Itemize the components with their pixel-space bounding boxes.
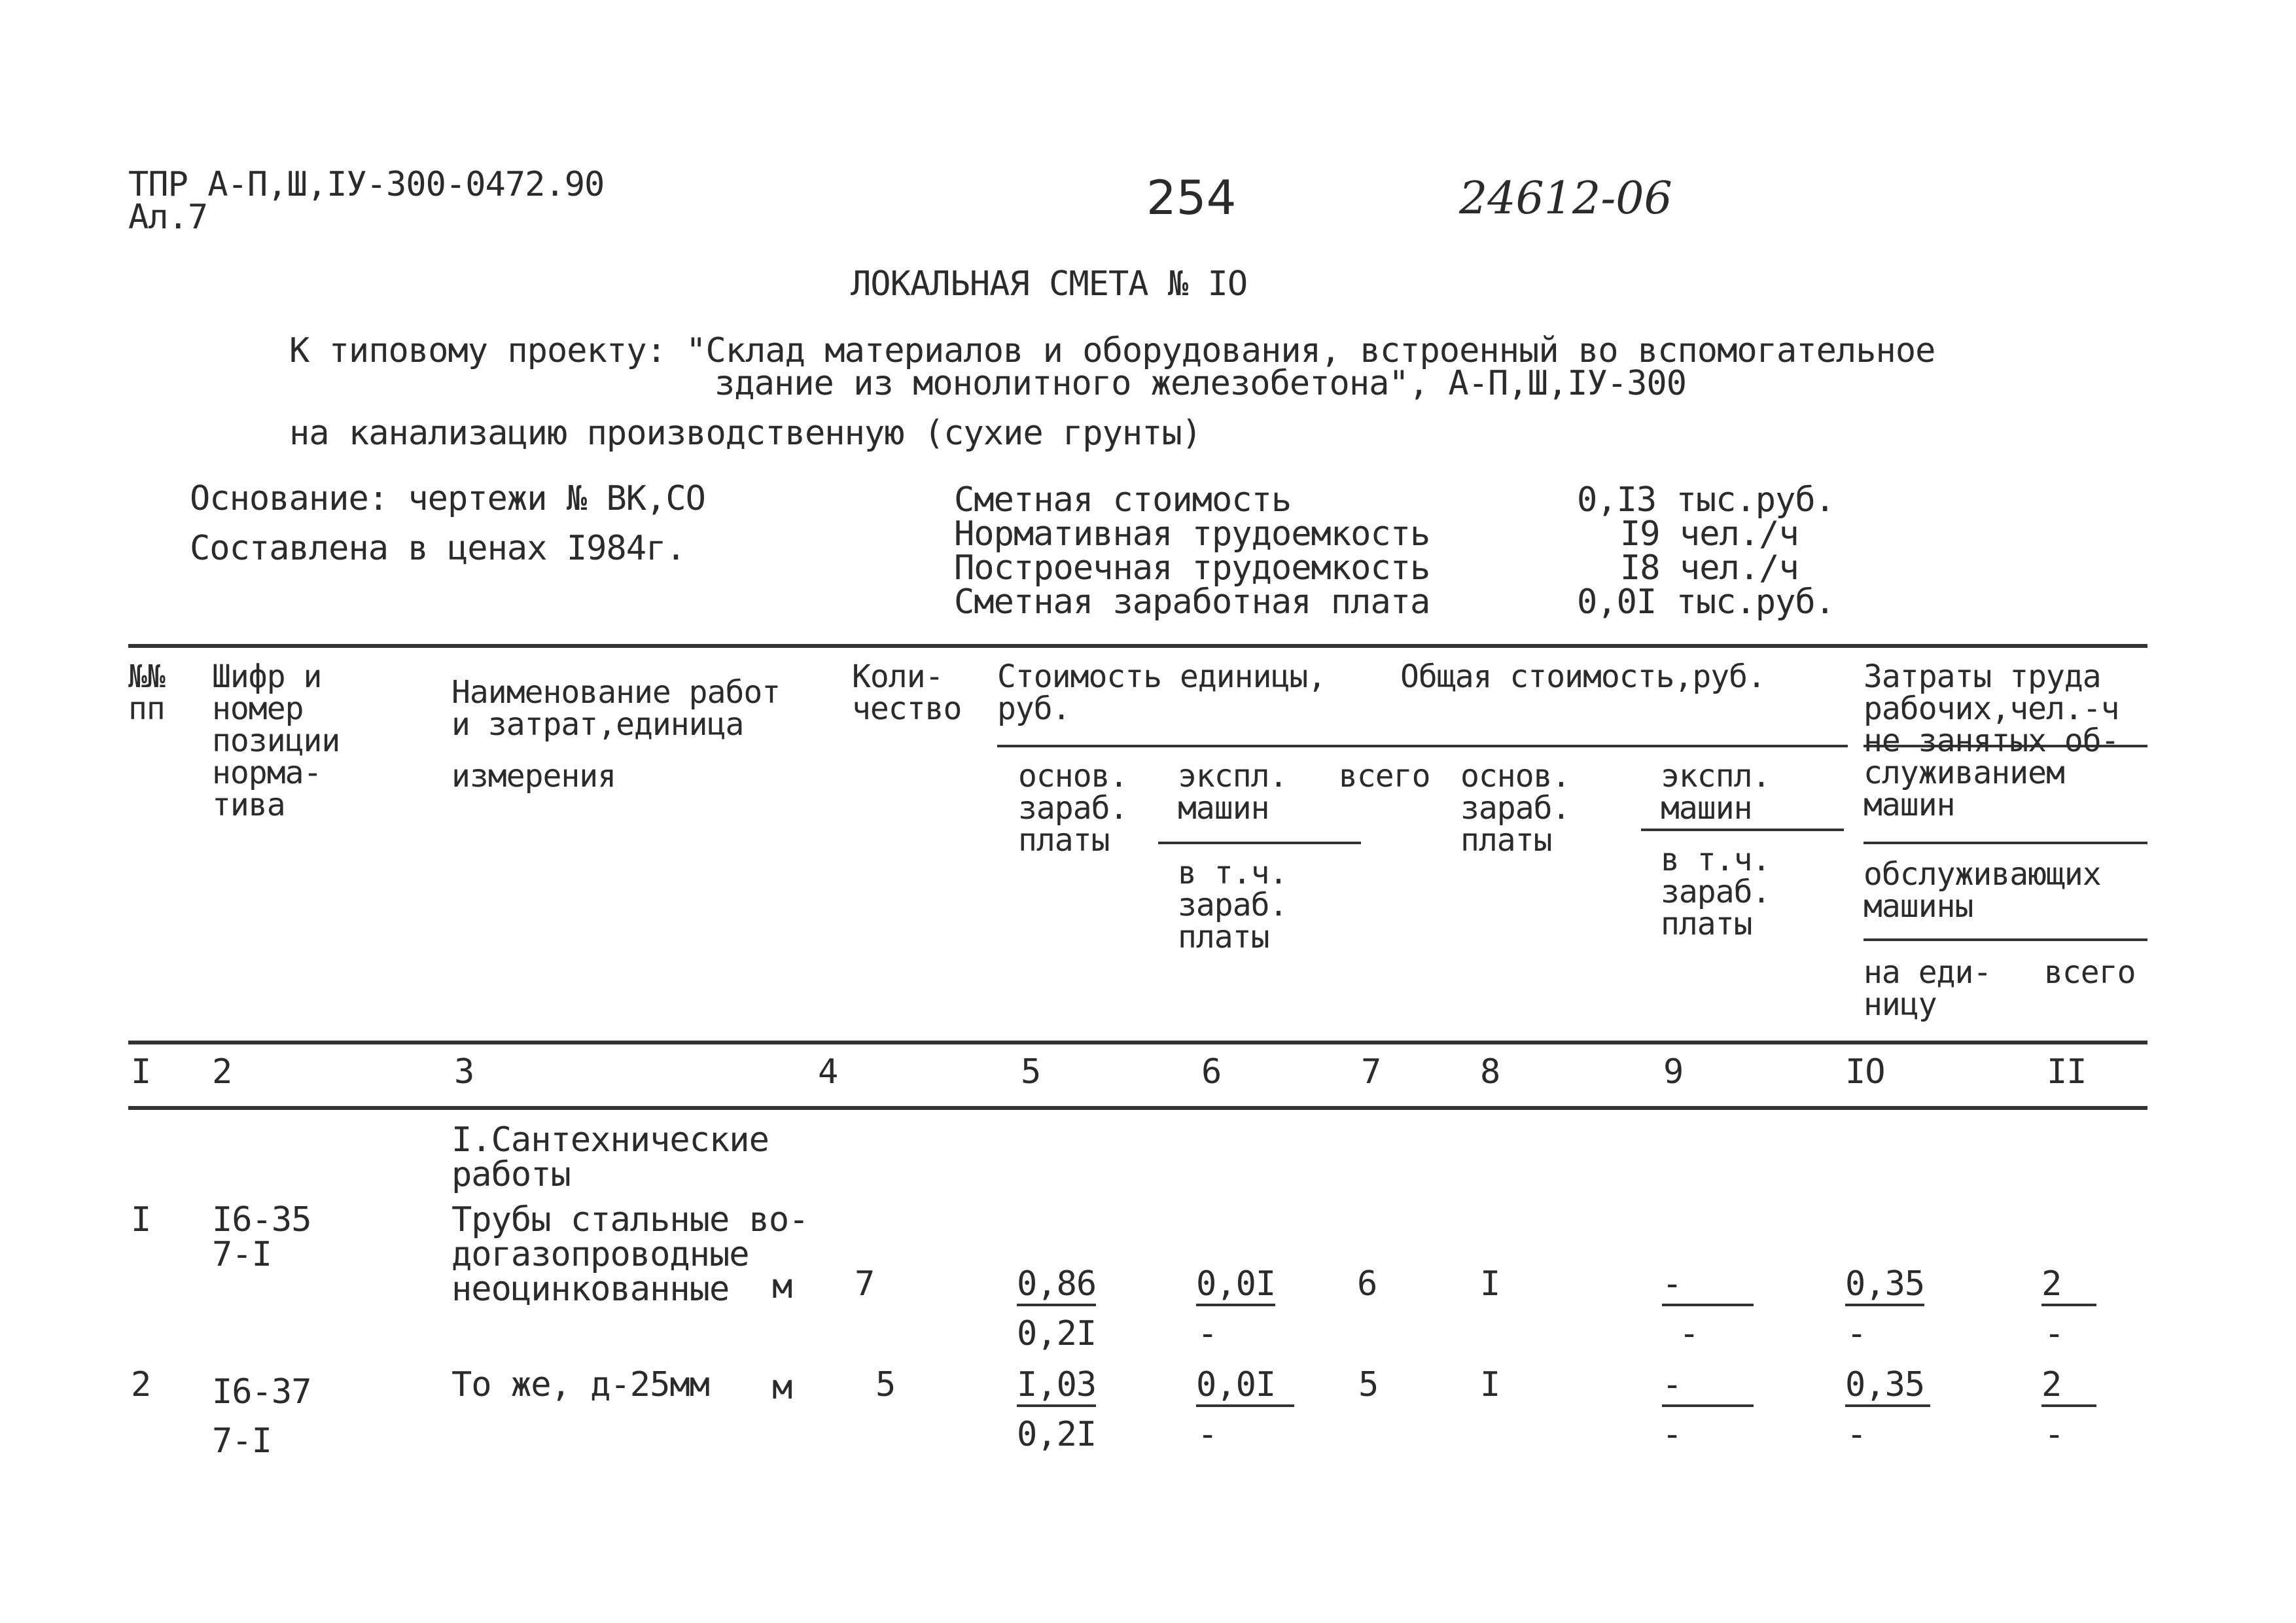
- row-c9: -: [1662, 1368, 1754, 1407]
- col-header-name: Наименование работ и затрат,единица: [451, 674, 781, 743]
- col-number: 6: [1201, 1052, 1222, 1092]
- row-code: I6-35 7-I: [212, 1200, 311, 1275]
- sheet-number: Ал.7: [128, 198, 208, 237]
- row-c8: I: [1480, 1365, 1500, 1404]
- col-number: 5: [1021, 1052, 1041, 1092]
- col-header-machines: экспл. машин: [1178, 758, 1288, 827]
- col-header-total-machines: экспл. машин: [1661, 758, 1771, 827]
- basis-line-1: Основание: чертежи № ВК,СО: [190, 479, 705, 518]
- row-name: То же, д-25мм: [451, 1365, 709, 1404]
- col-number: 3: [454, 1052, 474, 1092]
- colnum-bottom-rule: [128, 1106, 2147, 1110]
- col-header-total: всего: [1339, 758, 1430, 794]
- col-number: 7: [1361, 1052, 1381, 1092]
- col-number: I: [131, 1052, 151, 1092]
- col-header-machines-wage: в т.ч. зараб. платы: [1178, 855, 1288, 955]
- summary-label: Сметная стоимость: [954, 480, 1292, 520]
- row-c6b: -: [1197, 1415, 1218, 1454]
- row-c6: 0,0I: [1196, 1368, 1294, 1407]
- row-unit: м: [772, 1267, 792, 1306]
- col-header-num: №№ пп: [128, 658, 165, 727]
- project-line-3: на канализацию производственную (сухие грунты): [289, 414, 1202, 453]
- col-number: 4: [818, 1052, 838, 1092]
- row-c6: 0,0I: [1196, 1267, 1275, 1306]
- col-header-qty: Коли- чество: [852, 658, 962, 727]
- col-header-serving: обслуживающих машины: [1863, 856, 2101, 925]
- row-c9b: -: [1662, 1415, 1682, 1454]
- row-num: 2: [131, 1365, 151, 1404]
- row-c5: 0,86: [1017, 1267, 1096, 1306]
- summary-value: I9 чел./ч: [1620, 514, 1799, 554]
- row-c9: -: [1662, 1267, 1754, 1306]
- project-line-2: здание из монолитного железобетона", А-П,Ш,IУ-300: [715, 364, 1687, 403]
- summary-value: I8 чел./ч: [1620, 548, 1799, 588]
- col-number: 8: [1480, 1052, 1500, 1092]
- header-bottom-rule: [128, 1041, 2147, 1044]
- col-header-unit-cost: Стоимость единицы, руб.: [997, 658, 1326, 727]
- col-header-per-unit: на еди- ницу: [1863, 954, 1992, 1023]
- row-c5: I,03: [1017, 1368, 1096, 1407]
- basis-line-2: Составлена в ценах I984г.: [190, 529, 686, 568]
- summary-label: Сметная заработная плата: [954, 582, 1430, 622]
- col-header-total-base-wage: основ. зараб. платы: [1460, 758, 1570, 859]
- row-c9b: -: [1679, 1314, 1699, 1353]
- col-header-total-cost: Общая стоимость,руб.: [1400, 658, 1765, 695]
- col-number: 9: [1663, 1052, 1684, 1092]
- row-c11b: -: [2044, 1415, 2064, 1454]
- page-number: 254: [1146, 170, 1237, 225]
- row-c5b: 0,2I: [1017, 1415, 1097, 1454]
- row-c7: 6: [1357, 1264, 1377, 1304]
- row-c10b: -: [1846, 1415, 1867, 1454]
- summary-label: Построечная трудоемкость: [954, 548, 1430, 588]
- col-header-base-wage: основ. зараб. платы: [1018, 758, 1128, 859]
- row-c6b: -: [1197, 1314, 1218, 1353]
- col-number: IO: [1845, 1052, 1885, 1092]
- col-header-labor: Затраты труда рабочих,чел.-ч не занятых об- служиванием машин: [1863, 658, 2119, 823]
- row-qty: 5: [875, 1365, 896, 1404]
- handwritten-doc-number: 24612-06: [1459, 173, 1672, 224]
- row-unit: м: [772, 1368, 792, 1407]
- row-c10: 0,35: [1845, 1368, 1930, 1407]
- row-c10b: -: [1846, 1314, 1867, 1353]
- row-c11: 2: [2041, 1267, 2096, 1306]
- col-number: II: [2047, 1052, 2087, 1092]
- row-c8: I: [1480, 1264, 1500, 1304]
- col-header-code: Шифр и номер позиции норма- тива: [212, 658, 340, 823]
- col-header-total-machines-wage: в т.ч. зараб. платы: [1661, 842, 1771, 942]
- row-code: I6-37 7-I: [212, 1372, 311, 1461]
- summary-value: 0,0I тыс.руб.: [1577, 582, 1835, 622]
- row-c7: 5: [1358, 1365, 1379, 1404]
- doc-code: ТПР А-П,Ш,IУ-300-0472.90: [128, 165, 605, 204]
- row-c5b: 0,2I: [1017, 1314, 1097, 1353]
- machines-subrule: [1158, 842, 1361, 844]
- labor-subrule: [1863, 842, 2147, 844]
- row-c10: 0,35: [1845, 1267, 1924, 1306]
- machines-subrule-2: [1641, 829, 1844, 831]
- row-c11b: -: [2044, 1314, 2064, 1353]
- row-name: Трубы стальные во- догазопроводные неоцинкованные: [451, 1200, 809, 1310]
- col-number: 2: [212, 1052, 232, 1092]
- cost-subheader-rule: [997, 745, 1848, 747]
- col-header-labor-total: всего: [2044, 954, 2136, 991]
- col-header-name-unit: измерения: [451, 758, 616, 794]
- page-title: ЛОКАЛЬНАЯ СМЕТА № IO: [851, 264, 1248, 304]
- summary-label: Нормативная трудоемкость: [954, 514, 1430, 554]
- row-c11: 2: [2041, 1368, 2096, 1407]
- section-title: I.Сантехнические работы: [451, 1120, 769, 1195]
- project-line-1: К типовому проекту: "Склад материалов и оборудования, встроенный во вспомогательное: [289, 331, 1935, 370]
- row-qty: 7: [855, 1264, 875, 1304]
- labor-subrule-2: [1863, 938, 2147, 941]
- row-num: I: [131, 1200, 151, 1240]
- summary-value: 0,I3 тыс.руб.: [1577, 480, 1835, 520]
- table-top-rule: [128, 644, 2147, 648]
